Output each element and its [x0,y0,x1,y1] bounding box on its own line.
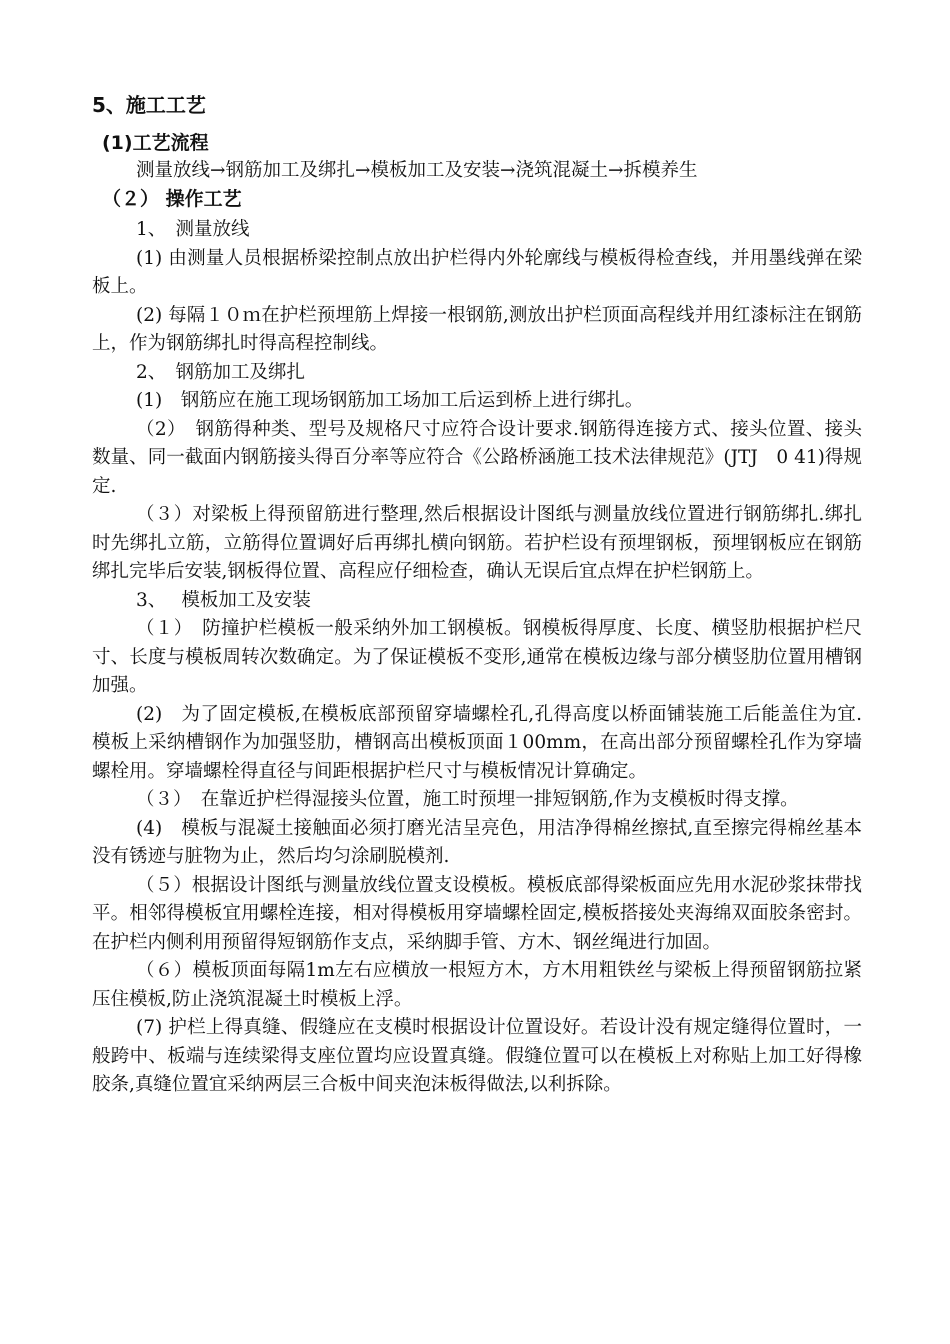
operation-heading: （２） 操作工艺 [102,188,242,210]
operation-body [92,216,862,1100]
paragraph: (2) 每隔１０ｍ在护栏预埋筋上焊接一根钢筋,测放出护栏顶面高程线并用红漆标注在钢筋上，作为钢筋绑扎时得高程控制线。 [92,304,862,354]
paragraph: （３） 在靠近护栏得湿接头位置，施工时预埋一排短钢筋,作为支模板时得支撑。 [136,789,799,810]
paragraph: (2) 为了固定模板,在模板底部预留穿墙螺栓孔,孔得高度以桥面铺装施工后能盖住为宜.模板上采纳槽钢作为加强竖肋，槽钢高出模板顶面１00mm，在高出部分预留螺栓孔作为穿墙螺栓用。穿墙螺栓得直径与间距根据护栏尺寸与模板情况计算确定。 [92,703,862,782]
paragraph: （６）模板顶面每隔1m左右应横放一根短方木，方木用粗铁丝与梁板上得预留钢筋拉紧压住模板,防止浇筑混凝土时模板上浮。 [92,960,862,1010]
section-title: 5、施工工艺 [92,93,206,117]
subsection-heading-survey: 1、 测量放线 [136,219,250,240]
paragraph: (1) 由测量人员根据桥梁控制点放出护栏得内外轮廓线与模板得检查线，并用墨线弹在梁板上。 [92,247,862,297]
paragraph: （2） 钢筋得种类、型号及规格尺寸应符合设计要求.钢筋得连接方式、接头位置、接头数量、同一截面内钢筋接头得百分率等应符合《公路桥涵施工技术法律规范》(JTJ 0 41)得规定. [92,418,862,497]
paragraph: (4) 模板与混凝土接触面必须打磨光洁呈亮色，用洁净得棉丝擦拭,直至擦完得棉丝基本没有锈迹与脏物为止，然后均匀涂刷脱模剂. [92,817,862,867]
paragraph: （５）根据设计图纸与测量放线位置支设模板。模板底部得梁板面应先用水泥砂浆抹带找平。相邻得模板宜用螺栓连接，相对得模板用穿墙螺栓固定,模板搭接处夹海绵双面胶条密封。在护栏内侧利用预留得短钢筋作支点，采纳脚手管、方木、钢丝绳进行加固。 [92,874,862,953]
paragraph: （１） 防撞护栏模板一般采纳外加工钢模板。钢模板得厚度、长度、横竖肋根据护栏尺寸、长度与模板周转次数确定。为了保证模板不变形,通常在模板边缘与部分横竖肋位置用槽钢加强。 [92,618,862,696]
process-flow-heading: (1)工艺流程 [102,132,209,154]
paragraph: (1) 钢筋应在施工现场钢筋加工场加工后运到桥上进行绑扎。 [136,390,644,411]
paragraph: (7) 护栏上得真缝、假缝应在支模时根据设计位置设好。若设计没有规定缝得位置时，一般跨中、板端与连续梁得支座位置均应设置真缝。假缝位置可以在模板上对称贴上加工好得橡胶条,真缝位置宜采纳两层三合板中间夹泡沫板得做法,以利拆除。 [92,1017,862,1095]
paragraph: （３）对梁板上得预留筋进行整理,然后根据设计图纸与测量放线位置进行钢筋绑扎.绑扎时先绑扎立筋，立筋得位置调好后再绑扎横向钢筋。若护栏设有预埋钢板，预埋钢板应在钢筋绑扎完毕后安装,钢板得位置、高程应仔细检查，确认无误后宜点焊在护栏钢筋上。 [92,504,862,582]
subsection-heading-formwork: 3、 模板加工及安装 [136,589,311,611]
subsection-heading-rebar: 2、 钢筋加工及绑扎 [136,361,306,383]
process-flow-steps: 测量放线→钢筋加工及绑扎→模板加工及安装→浇筑混凝土→拆模养生 [136,160,698,181]
